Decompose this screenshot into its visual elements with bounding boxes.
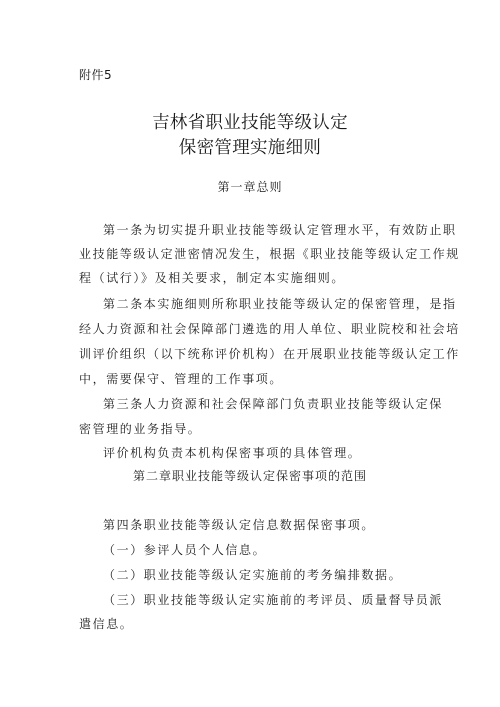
chapter-2-line: 遣信息。 [79,617,134,631]
chapter-1-line: 业技能等级认定泄密情况发生，根据《职业技能等级认定工作规 [79,247,460,261]
attachment-label: 附件5 [79,68,113,82]
document-title-line-1: 吉林省职业技能等级认定 [152,113,348,133]
chapter-1-line: 第一条为切实提升职业技能等级认定管理水平，有效防止职 [103,223,457,237]
chapter-2-heading: 第二章职业技能等级认定保密事项的范围 [132,469,367,483]
document-title-line-2: 保密管理实施细则 [178,138,322,158]
chapter-1-line: 评价机构负责本机构保密事项的具体管理。 [103,446,362,460]
chapter-1-line: 中，需要保守、管理的工作事项。 [79,372,284,386]
chapter-1-line: 经人力资源和社会保障部门遴选的用人单位、职业院校和社会培 [79,322,460,336]
chapter-1-line: 程（试行）》及相关要求，制定本实施细则。 [79,271,346,285]
chapter-1-heading: 第一章总则 [217,180,283,194]
chapter-1-line: 第三条人力资源和社会保障部门负责职业技能等级认定保 [103,397,444,411]
chapter-2-line: 第四条职业技能等级认定信息数据保密事项。 [103,518,376,532]
chapter-1-line: 密管理的业务指导。 [79,422,202,436]
chapter-2-line: （二）职业技能等级认定实施前的考务编排数据。 [103,568,403,582]
chapter-2-line: （三）职业技能等级认定实施前的考评员、质量督导员派 [103,593,444,607]
chapter-2-line: （一）参评人员个人信息。 [103,543,267,557]
chapter-1-line: 第二条本实施细则所称职业技能等级认定的保密管理，是指 [103,297,457,311]
chapter-1-line: 训评价组织（以下统称评价机构）在开展职业技能等级认定工作 [79,347,460,361]
